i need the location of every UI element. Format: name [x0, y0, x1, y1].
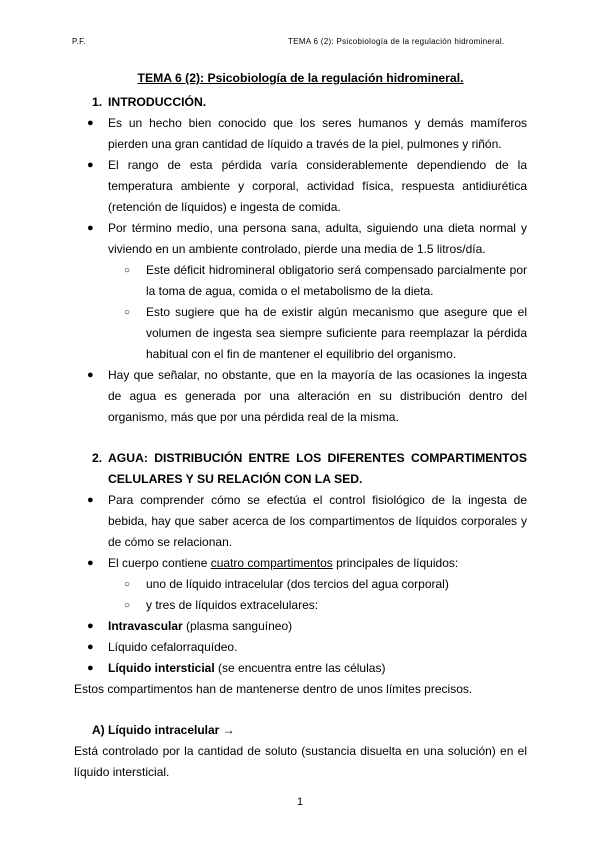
- list-item-text: [108, 616, 527, 637]
- list-item-text: El rango de esta pérdida varía considerablemente dependiendo de la temperatura ambiente y corporal, actividad física, respuesta antidiurética (retención de líquidos) e ingesta de comida.: [108, 158, 527, 214]
- sub-list-item-text: y tres de líquidos extracelulares:: [146, 598, 319, 612]
- list-item-text: Hay que señalar, no obstante, que en la mayoría de las ocasiones la ingesta de agua es generada por una alteración en su distribución dentro del organismo, más que por una pérdida real de la misma.: [108, 368, 527, 424]
- circle-bullet-icon: ○: [124, 600, 131, 611]
- bullet-icon: ●: [87, 557, 94, 569]
- compartments-underlined-text: cuatro compartimentos: [210, 556, 333, 570]
- list-item: [74, 113, 527, 155]
- circle-bullet-icon: ○: [124, 307, 131, 318]
- subsection-a-text: Está controlado por la cantidad de soluto (sustancia disuelta en una solución) en el líquido intersticial.: [74, 744, 527, 779]
- page-number: 1: [296, 796, 304, 808]
- compartments-intro-text: El cuerpo contiene: [108, 556, 211, 570]
- list-item: [74, 490, 527, 553]
- section-1-title: INTRODUCCIÓN.: [108, 95, 207, 109]
- subsection-a-heading: A) Líquido intracelular →: [92, 723, 235, 737]
- sub-list-item: [74, 595, 527, 616]
- section-2-heading: [74, 448, 527, 490]
- bullet-icon: ●: [87, 494, 94, 506]
- list-item: [74, 658, 527, 679]
- sub-list-item-text: Esto sugiere que ha de existir algún mecanismo que asegure que el volumen de ingesta sea siempre suficiente para reemplazar la pérdida habitual con el fin de mantener el equilibrio del organismo.: [146, 305, 527, 361]
- sub-list-item-text: Este déficit hidromineral obligatorio será compensado parcialmente por la toma de agua, comida o el metabolismo de la dieta.: [146, 263, 527, 298]
- list-item-text: Por término medio, una persona sana, adulta, siguiendo una dieta normal y viviendo en un ambiente controlado, pierde una media de 1.5 litros/día.: [108, 221, 527, 256]
- bullet-icon: ●: [87, 159, 94, 171]
- section-2-number: 2.: [92, 451, 103, 465]
- list-item-text: Líquido cefalorraquídeo.: [108, 640, 238, 654]
- page-title: TEMA 6 (2): Psicobiología de la regulación hidromineral.: [137, 71, 464, 85]
- list-item: [74, 365, 527, 428]
- circle-bullet-icon: ○: [124, 265, 131, 276]
- list-item: [74, 553, 527, 574]
- header-title: TEMA 6 (2): Psicobiología de la regulación hidromineral.: [288, 37, 505, 46]
- intravascular-term: Intravascular: [108, 619, 183, 633]
- section-2-title: AGUA: DISTRIBUCIÓN ENTRE LOS DIFERENTES COMPARTIMENTOS CELULARES Y SU RELACIÓN CON LA SED.: [108, 451, 527, 486]
- interstitial-term: Líquido intersticial: [108, 661, 215, 675]
- closing-paragraph: Estos compartimentos han de mantenerse dentro de unos límites precisos.: [74, 682, 473, 696]
- list-item: [74, 155, 527, 218]
- sub-list-item: [74, 260, 527, 302]
- sub-list-item: [74, 574, 527, 595]
- list-item-text: Para comprender cómo se efectúa el control fisiológico de la ingesta de bebida, hay que saber acerca de los compartimentos de líquidos corporales y de cómo se relacionan.: [108, 493, 527, 549]
- list-item-text: [108, 658, 527, 679]
- sub-list-item-text: uno de líquido intracelular (dos tercios del agua corporal): [146, 577, 449, 591]
- bullet-icon: ●: [87, 662, 94, 674]
- header-author: P.F.: [72, 37, 86, 46]
- bullet-icon: ●: [87, 117, 94, 129]
- bullet-icon: ●: [87, 620, 94, 632]
- bullet-icon: ●: [87, 369, 94, 381]
- bullet-icon: ●: [87, 641, 94, 653]
- section-1-number: 1.: [92, 95, 103, 109]
- sub-list-item: [74, 302, 527, 365]
- list-item: [74, 637, 527, 658]
- compartments-rest-text: principales de líquidos:: [332, 556, 459, 570]
- document-body: [74, 70, 527, 783]
- bullet-icon: ●: [87, 222, 94, 234]
- list-item-text: Es un hecho bien conocido que los seres humanos y demás mamíferos pierden una gran cantidad de líquido a través de la piel, pulmones y riñón.: [108, 116, 527, 151]
- list-item: [74, 616, 527, 637]
- list-item-text: [108, 553, 527, 574]
- section-1-heading: [74, 92, 527, 113]
- circle-bullet-icon: ○: [124, 579, 131, 590]
- list-item: [74, 218, 527, 260]
- interstitial-desc: (se encuentra entre las células): [214, 661, 386, 675]
- intravascular-desc: (plasma sanguíneo): [182, 619, 293, 633]
